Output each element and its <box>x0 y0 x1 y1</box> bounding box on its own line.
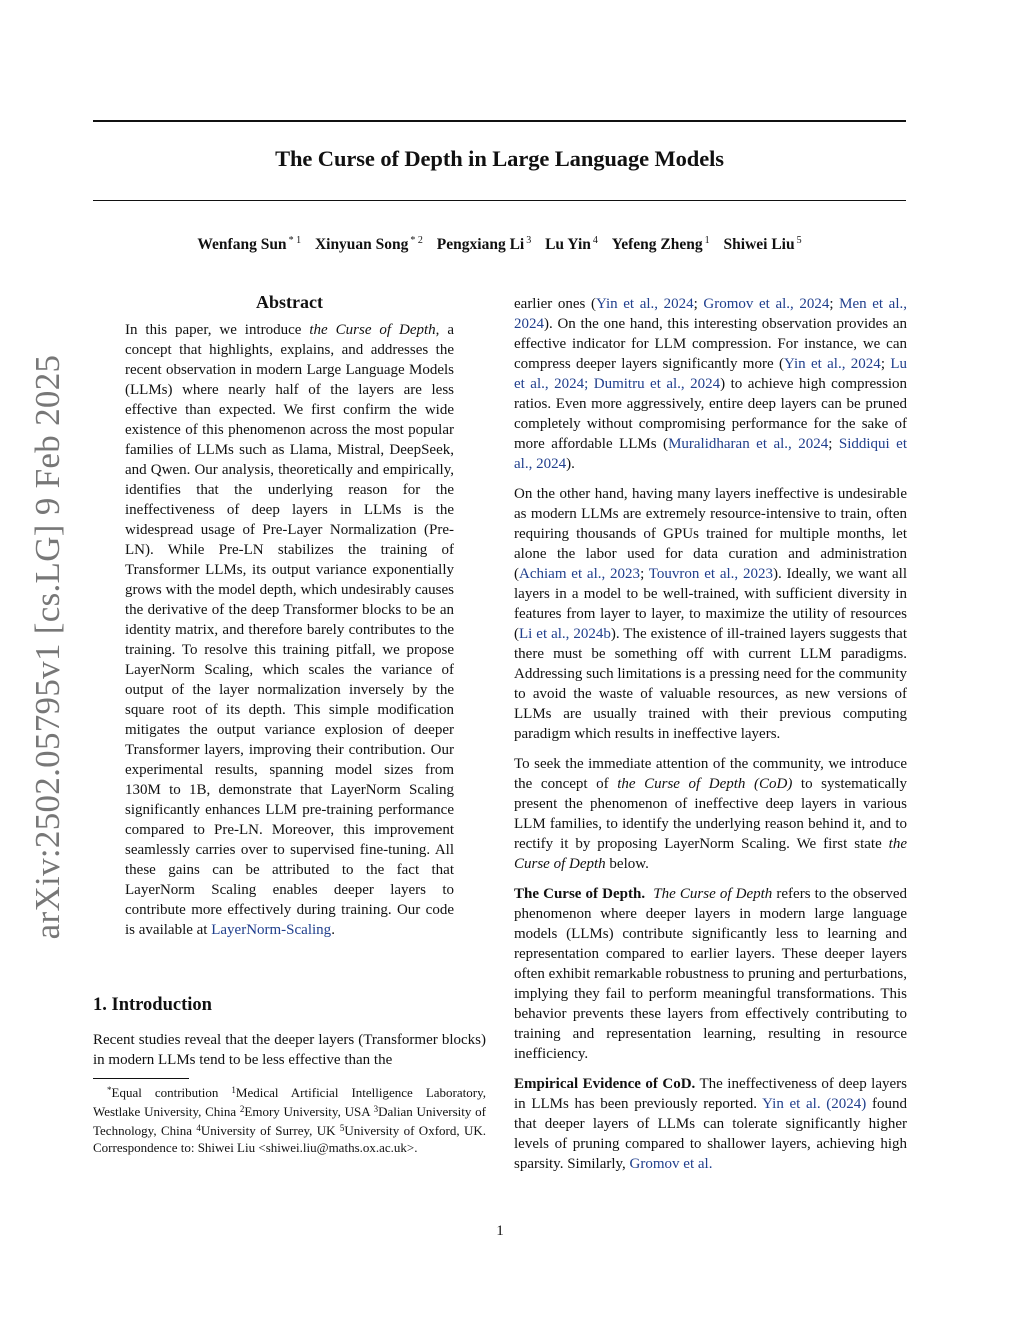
intro-paragraph: Recent studies reveal that the deeper layers (Transformer blocks) in modern LLMs tend to be less effective than the <box>93 1032 486 1068</box>
section-heading-introduction: 1. Introduction <box>93 995 212 1015</box>
right-column <box>514 294 907 1184</box>
author: Yefeng Zheng $^1$ <box>611 235 710 253</box>
arxiv-watermark: arXiv:2502.05795v1 [cs.LG] 9 Feb 2025 <box>28 354 67 940</box>
code-link[interactable]: LayerNorm-Scaling <box>211 922 332 938</box>
author-list <box>93 235 906 254</box>
citation-link[interactable]: Siddiqui et al., 2024 <box>514 436 908 472</box>
citation-link[interactable]: Muralidharan et al., 2024 <box>668 436 829 452</box>
author: Lu Yin $^4$ <box>545 235 598 253</box>
citation-link[interactable]: Gromov et al., 2024 <box>703 296 830 312</box>
citation-link[interactable]: Yin et al. (2024) <box>762 1096 867 1112</box>
affiliation-footnote: *Equal contribution $^1$Medical Artificial Intelligence Laboratory, Westlake University, China $^2$Emory University, USA $^3$Dalian University of Technology, China $^4$University of Surrey, UK $^5$University of Oxford, UK. Correspondence to: Shiwei Liu <shiwei.liu@maths.ox.ac.uk>. <box>93 1085 486 1155</box>
citation-link[interactable]: Yin et al., 2024 <box>596 296 694 312</box>
paragraph-compression: earlier ones (Yin et al., 2024; Gromov et al., 2024; Men et al., 2024). On the one hand, this interesting observation provides an effective indicator for LLM compression. For instance, we can compress deeper layers significantly more (Yin et al., 2024; Lu et al., 2024; Dumitru et al., 2024) to achieve high compression ratios. Even more aggressively, entire deep layers can be pruned completely without compromising performance for the sake of more affordable LLMs (Muralidharan et al., 2024; Siddiqui et al., 2024). <box>514 296 908 472</box>
paragraph-empirical-evidence: Empirical Evidence of CoD. The ineffectiveness of deep layers in LLMs has been previously reported. Yin et al. (2024) found that deeper layers of LLMs can tolerate significantly higher levels of pruning compared to shallower layers, achieving high sparsity. Similarly, Gromov et al. <box>514 1076 907 1172</box>
author: Shiwei Liu $^5$ <box>723 235 802 253</box>
citation-link[interactable]: Achiam et al., 2023 <box>519 566 641 582</box>
title-rule-top <box>93 120 906 122</box>
footnote-rule <box>93 1078 189 1079</box>
citation-link[interactable]: Gromov et al. <box>629 1156 713 1172</box>
author: Wenfang Sun $^{* 1}$ <box>197 235 302 253</box>
citation-link[interactable]: Li et al., 2024b <box>519 626 611 642</box>
citation-link[interactable]: Men et al., 2024 <box>514 296 908 332</box>
paragraph-resources: On the other hand, having many layers ineffective is undesirable as modern LLMs are extremely resource-intensive to train, often requiring thousands of GPUs trained for multiple months, let alone the labor used for data curation and administration (Achiam et al., 2023; Touvron et al., 2023). Ideally, we want all layers in a model to be well-trained, with sufficient diversity in features from layer to layer, to maximize the utility of resources (Li et al., 2024b). The existence of ill-trained layers suggests that there must be something off with current LLM paradigms. Addressing such limitations is a pressing need for the community to avoid the waste of valuable resources, as new versions of LLMs are usually trained with their previous computing paradigm which results in ineffective layers. <box>514 486 908 742</box>
paragraph-heading: Empirical Evidence of CoD. <box>514 1076 696 1092</box>
citation-link[interactable]: Touvron et al., 2023 <box>648 566 773 582</box>
author: Xinyuan Song $^{* 2}$ <box>314 235 423 253</box>
title-rule-bottom <box>93 200 906 201</box>
author: Pengxiang Li $^3$ <box>436 235 532 253</box>
paper-title: The Curse of Depth in Large Language Models <box>275 146 724 171</box>
paragraph-cod-intro: To seek the immediate attention of the community, we introduce the concept of the Curse of Depth (CoD) to systematically present the phenomenon of ineffective deep layers in various LLM families, to identify the underlying reason behind it, and to rectify it by proposing LayerNorm Scaling. We first state the Curse of Depth below. <box>514 756 907 872</box>
paragraph-heading: The Curse of Depth. <box>514 886 646 902</box>
page-number: 1 <box>496 1223 504 1239</box>
citation-link[interactable]: Lu et al., 2024; Dumitru et al., 2024 <box>514 356 907 392</box>
citation-link[interactable]: Yin et al., 2024 <box>783 356 881 372</box>
paragraph-cod-definition: The Curse of Depth. The Curse of Depth refers to the observed phenomenon where deeper layers in modern large language models (LLMs) contribute significantly less to learning and representation compared to earlier layers. These deeper layers often exhibit remarkable robustness to pruning and perturbations, implying they fail to perform meaningful transformations. This behavior prevents these layers from effectively contributing to training and representation learning, resulting in resource inefficiency. <box>514 886 908 1062</box>
abstract-body: In this paper, we introduce the Curse of Depth, a concept that highlights, explains, and addresses the recent observation in modern Large Language Models (LLMs) where nearly half of the layers are less effective than expected. We first confirm the wide existence of this phenomenon across the most popular families of LLMs such as Llama, Mistral, DeepSeek, and Qwen. Our analysis, theoretically and empirically, identifies that the underlying reason for the ineffectiveness of deep layers in LLMs is the widespread usage of Pre-Layer Normalization (Pre-LN). While Pre-LN stabilizes the training of Transformer LLMs, its output variance exponentially grows with the model depth, which undesirably causes the derivative of the deep Transformer blocks to be an identity matrix, and therefore barely contributes to the training. To resolve this training pitfall, we propose LayerNorm Scaling, which scales the variance of output of the layer normalization inversely by the square root of its depth. This simple modification mitigates the output variance explosion of deeper Transformer layers, improving their contribution. Our experimental results, spanning model sizes from 130M to 1B, demonstrate that LayerNorm Scaling significantly enhances LLM pre-training performance compared to Pre-LN. Moreover, this improvement seamlessly carries over to supervised fine-tuning. All these gains can be attributed to the fact that LayerNorm Scaling enables deeper layers to contribute more effectively during training. Our code is available at LayerNorm-Scaling. <box>125 322 454 938</box>
abstract-heading: Abstract <box>256 292 323 312</box>
